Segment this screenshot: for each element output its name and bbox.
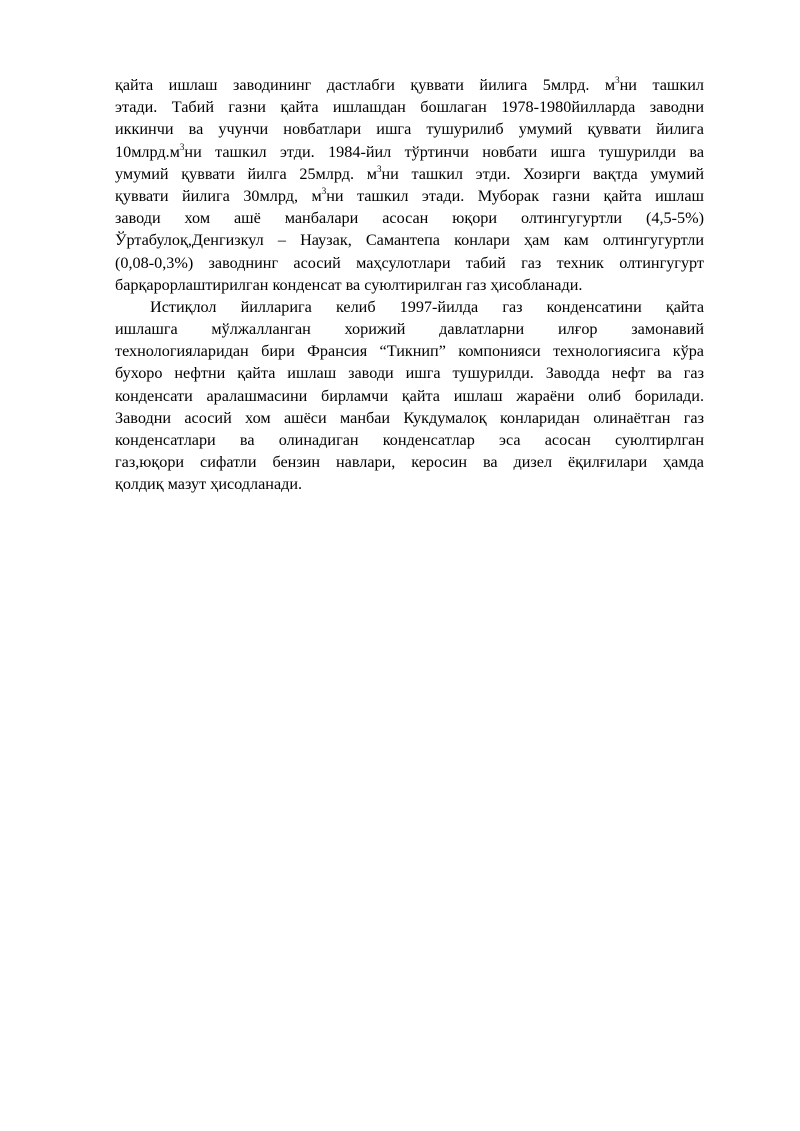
text-line (115, 163, 704, 185)
text-run: технологияларидан бири Франсия “Тикнип” компонияси технологиясига кўра (115, 342, 704, 361)
text-line (115, 473, 704, 495)
text-run: умумий қуввати йилга 25млрд. м (115, 164, 377, 183)
document-page (115, 74, 704, 496)
text-line (115, 362, 704, 384)
text-line (115, 74, 704, 96)
text-run: Истиқлол йилларига келиб 1997-йилда газ конденсатини қайта (150, 297, 704, 316)
text-run: ни ташкил (619, 76, 704, 94)
paragraph-2 (115, 296, 704, 496)
text-run: қайта ишлаш заводининг дастлабги қуввати йилига 5млрд. м (115, 76, 616, 94)
text-run: қолдиқ мазут ҳисодланади. (115, 475, 303, 494)
paragraph-1 (115, 74, 704, 296)
text-run: ни ташкил этди. Хозирги вақтда умумий (381, 164, 704, 183)
text-line (115, 207, 704, 229)
text-line (115, 229, 704, 251)
text-run: барқарорлаштирилган конденсат ва суюлтирилган газ ҳисобланади. (115, 275, 583, 294)
text-line (115, 118, 704, 140)
text-run: конденсатлари ва олинадиган конденсатлар эса асосан суюлтирлган (115, 431, 704, 449)
text-line (115, 96, 704, 118)
text-line (115, 318, 704, 340)
text-line (115, 429, 704, 451)
text-line (115, 185, 704, 207)
text-line (115, 407, 704, 429)
superscript: 3 (321, 185, 327, 196)
text-run: Ўртабулоқ,Денгизкул – Наузак, Самантепа конлари ҳам кам олтингугуртли (115, 231, 704, 250)
superscript: 3 (179, 141, 185, 152)
text-line (115, 451, 704, 473)
text-run: конденсати аралашмасини бирламчи қайта ишлаш жараёни олиб борилади. (115, 386, 704, 405)
text-run: (0,08-0,3%) заводнинг асосий маҳсулотлари табий газ техник олтингугурт (115, 253, 704, 272)
text-run: бухоро нефтни қайта ишлаш заводи ишга тушурилди. Заводда нефт ва газ (115, 364, 704, 383)
text-run: қуввати йилига 30млрд, м (115, 186, 322, 205)
text-line (115, 385, 704, 407)
text-run: иккинчи ва учунчи новбатлари ишга тушурилиб умумий қуввати йилига (115, 120, 704, 139)
text-line (115, 252, 704, 274)
text-run: Заводни асосий хом ашёси манбаи Кукдумалоқ конларидан олинаётган газ (115, 408, 704, 427)
superscript: 3 (615, 75, 620, 85)
text-run: ни ташкил этади. Муборак газни қайта ишлаш (326, 186, 704, 205)
superscript: 3 (376, 163, 382, 174)
text-run: ишлашга мўлжалланган хорижий давлатларни илғор замонавий (115, 320, 704, 339)
text-line (115, 274, 704, 296)
text-line (115, 296, 704, 318)
text-run: ни ташкил этди. 1984-йил тўртинчи новбати ишга тушурилди ва (184, 142, 704, 161)
text-run: 10млрд.м (115, 142, 180, 161)
text-run: газ,юқори сифатли бензин навлари, керосин ва дизел ёқилғилари ҳамда (115, 453, 704, 472)
text-line (115, 340, 704, 362)
text-run: этади. Табий газни қайта ишлашдан бошлаган 1978-1980йилларда заводни (115, 98, 704, 117)
text-run: заводи хом ашё манбалари асосан юқори олтингугуртли (4,5-5%) (115, 209, 704, 228)
text-line (115, 141, 704, 163)
